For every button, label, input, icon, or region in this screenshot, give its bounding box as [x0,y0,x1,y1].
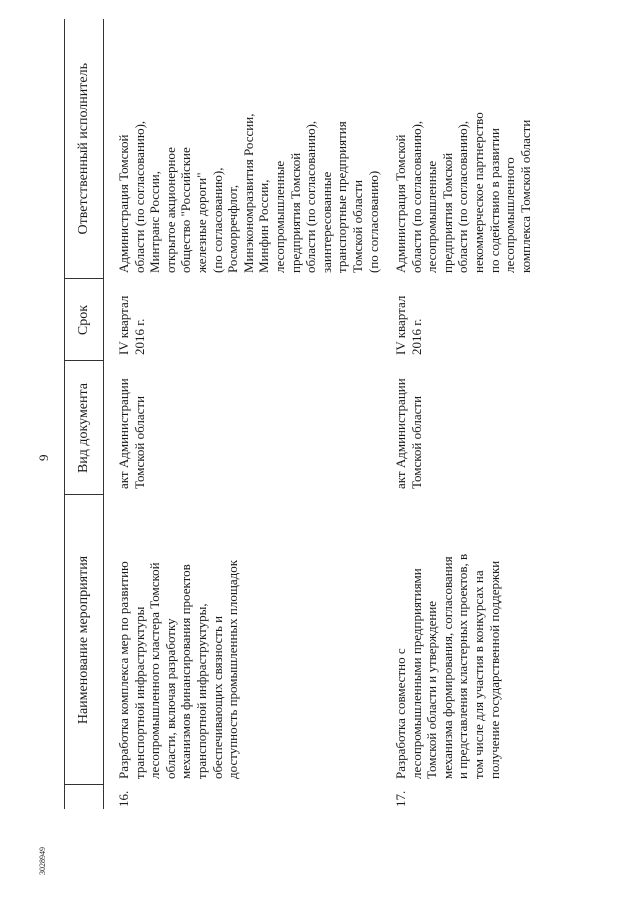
cell-line: Минэкономразвития России, [240,113,256,273]
cell-number: 16. [116,790,131,807]
cell-line: комплекса Томской области [517,119,533,273]
cell-executor [104,19,382,279]
cell-line: общество "Российские [178,147,194,273]
cell-term [381,279,553,361]
header-name: Наименование мероприятия [65,495,104,785]
header-doc-type: Вид документа [65,361,104,495]
cell-line: транспортные предприятия [334,121,350,273]
cell-line: Разработка совместно с [393,648,409,779]
cell-line: по содействию в развитии [486,128,502,273]
cell-line: лесопромышленного [502,157,518,273]
cell-line: (по согласованию) [365,170,381,273]
cell-line: области (по согласованию), [131,120,147,273]
cell-line: лесопромышленного кластера Томской [147,562,163,779]
cell-number: 17. [393,790,409,807]
cell-term [104,279,382,361]
header-term: Срок [65,279,104,361]
cell-name [381,495,553,785]
table-header-row [65,19,104,809]
cell-line: 2016 г. [408,318,424,355]
cell-line: Томской области [408,395,424,489]
cell-line: Минфин России, [256,179,272,273]
cell-line: области (по согласованию), [408,120,424,273]
cell-line: Томской области и утверждение [424,600,440,779]
cell-name [104,495,382,785]
cell-line: получение государственной поддержки [486,560,502,779]
cell-line: железные дороги" [193,172,209,273]
activities-table [64,19,553,809]
cell-line: лесопромышленные [424,160,440,273]
cell-line: (по согласованию), [209,167,225,273]
table-row [104,19,382,809]
cell-line: лесопромышленными предприятиями [408,568,424,779]
cell-line: Администрация Томской [393,134,409,273]
header-number [65,785,104,809]
cell-line: механизма формирования, согласования [439,556,455,779]
cell-line: акт Администрации [116,378,131,489]
header-executor: Ответственный исполнитель [65,19,104,279]
table-row [381,19,553,809]
cell-line: и представления кластерных проектов, в [455,553,471,779]
cell-line: некоммерческое партнерство [471,112,487,273]
cell-line: заинтересованные [318,171,334,273]
cell-line: предприятия Томской [287,152,303,273]
cell-line: доступность промышленных площадок [225,559,241,779]
cell-line: Администрация Томской [116,134,131,273]
cell-line: транспортной инфраструктуры [131,606,147,779]
cell-line: открытое акционерное [162,147,178,273]
page-number: 9 [36,454,51,461]
cell-line: обеспечивающих связность и [209,615,225,779]
cell-doc-type [381,361,553,495]
cell-executor [381,19,553,279]
cell-line: механизмов финансирования проектов [178,564,194,779]
cell-line: IV квартал [116,295,131,355]
cell-line: том числе для участия в конкурсах на [471,570,487,779]
cell-line: области (по согласованию), [303,120,319,273]
cell-line: Томской области [131,395,147,489]
cell-line: области, включая разработку [162,618,178,779]
cell-line: 2016 г. [131,318,147,355]
cell-line: IV квартал [393,295,409,355]
cell-line: транспортной инфраструктуры, [193,603,209,779]
cell-line: Разработка комплекса мер по развитию [116,561,131,779]
cell-line: области (по согласованию), [455,120,471,273]
document-number: 3028949 [38,847,47,875]
cell-doc-type [104,361,382,495]
cell-line: акт Администрации [393,378,409,489]
cell-line: Росморречфлот, [225,184,241,273]
table-body [104,19,554,809]
cell-line: предприятия Томской [439,152,455,273]
cell-line: лесопромышленные [271,160,287,273]
cell-line: Томской области [349,179,365,273]
cell-line: Минтранс России, [147,171,163,273]
